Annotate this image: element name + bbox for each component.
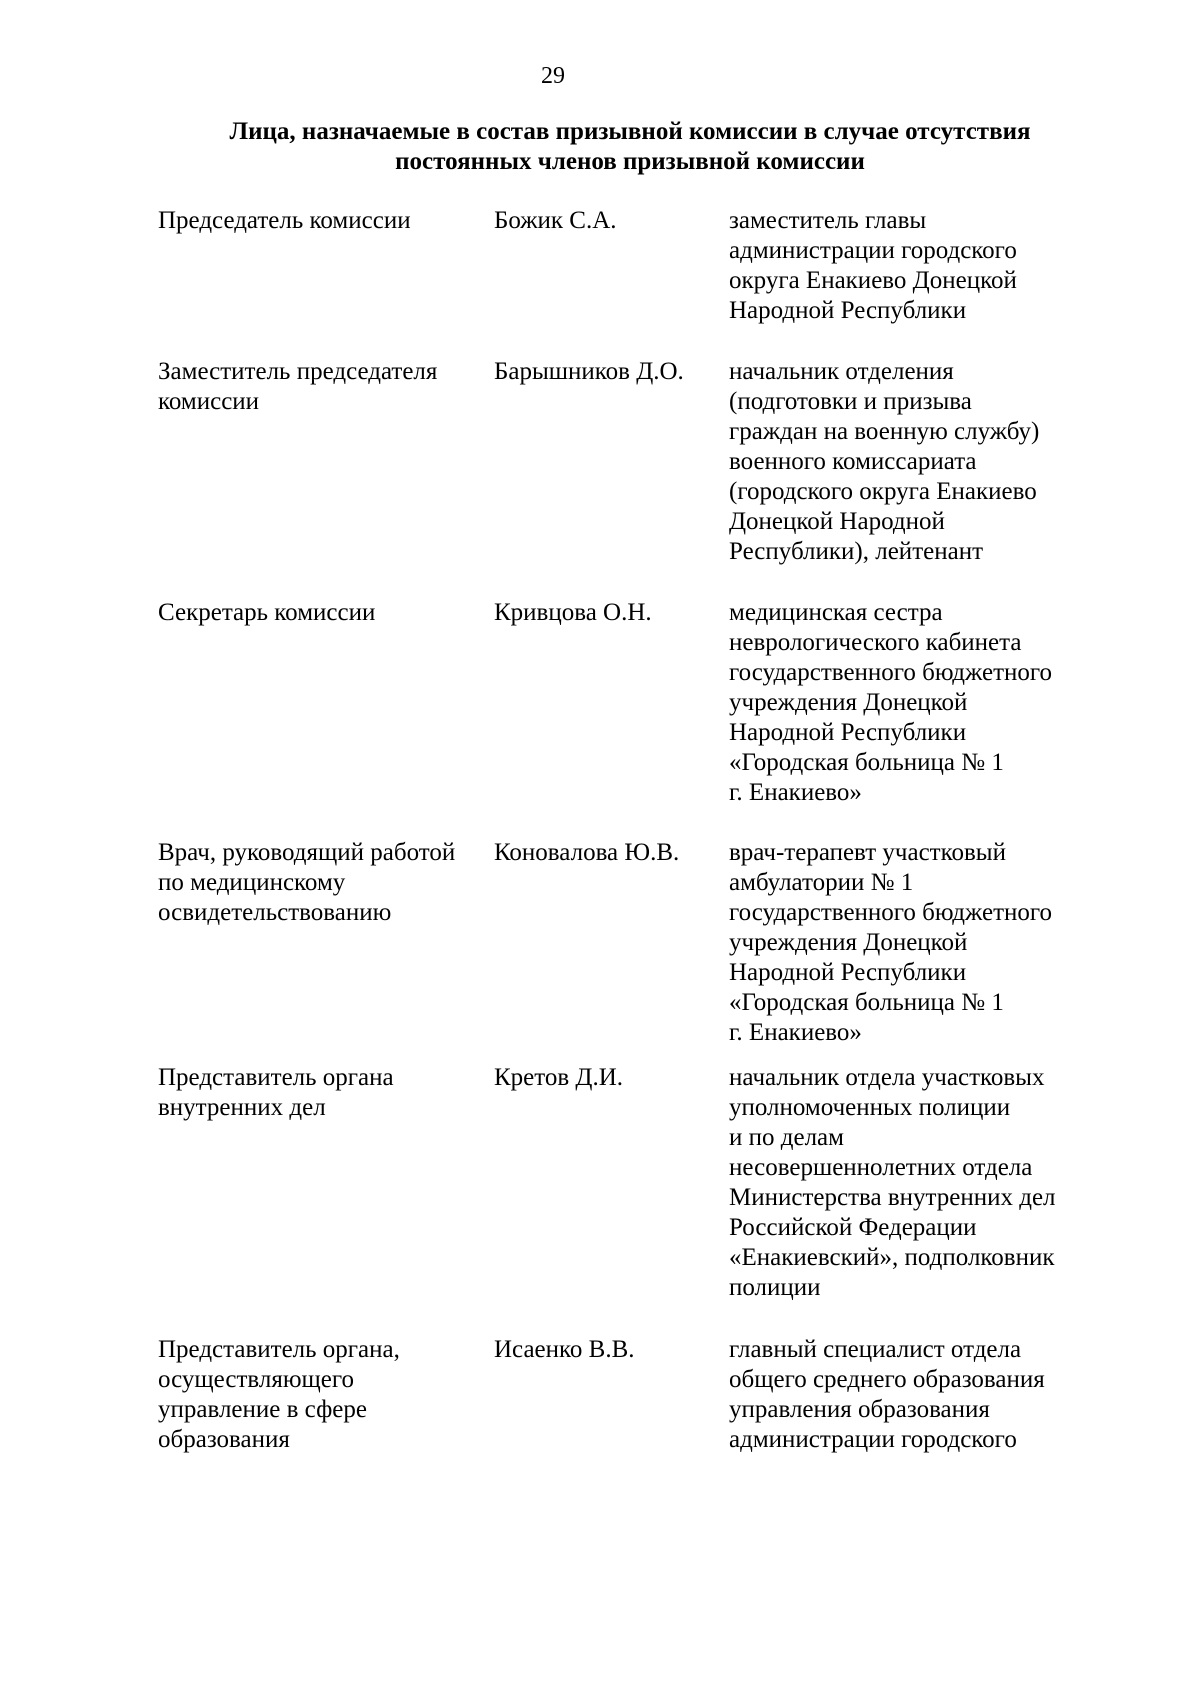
member-role: Секретарь комиссии [158, 599, 376, 626]
member-name: Кретов Д.И. [494, 1064, 624, 1091]
member-name: Божик С.А. [494, 207, 617, 234]
title-line: постоянных членов призывной комиссии [395, 148, 865, 175]
member-name: Исаенко В.В. [494, 1336, 635, 1363]
member-name: Коновалова Ю.В. [494, 839, 680, 866]
member-position: главный специалист отдела общего среднего образования управления образования администрации городского [729, 1336, 1045, 1453]
title-line: Лица, назначаемые в состав призывной комиссии в случае отсутствия [229, 118, 1031, 145]
member-role: Заместитель председателя комиссии [158, 358, 438, 415]
member-name: Кривцова О.Н. [494, 599, 652, 626]
member-role: Председатель комиссии [158, 207, 411, 234]
member-name: Барышников Д.О. [494, 358, 684, 385]
member-position: начальник отдела участковых уполномоченных полиции и по делам несовершеннолетних отдела Министерства внутренних дел Российской Федерации «Енакиевский», подполковник полиции [729, 1064, 1056, 1301]
member-position: медицинская сестра неврологического кабинета государственного бюджетного учреждения Донецкой Народной Республики «Городская больница № 1 г. Енакиево» [729, 599, 1052, 806]
page-number: 29 [541, 63, 565, 89]
member-role: Представитель органа внутренних дел [158, 1064, 394, 1121]
member-position: заместитель главы администрации городского округа Енакиево Донецкой Народной Республики [729, 207, 1017, 324]
member-position: начальник отделения (подготовки и призыва граждан на военную службу) военного комиссариата (городского округа Енакиево Донецкой Народной Республики), лейтенант [729, 358, 1040, 565]
member-role: Представитель органа, осуществляющего управление в сфере образования [158, 1336, 400, 1453]
document-title [130, 117, 1130, 177]
member-role: Врач, руководящий работой по медицинскому освидетельствованию [158, 839, 456, 926]
member-position: врач-терапевт участковый амбулатории № 1 государственного бюджетного учреждения Донецкой Народной Республики «Городская больница № 1 г. Енакиево» [729, 839, 1052, 1046]
